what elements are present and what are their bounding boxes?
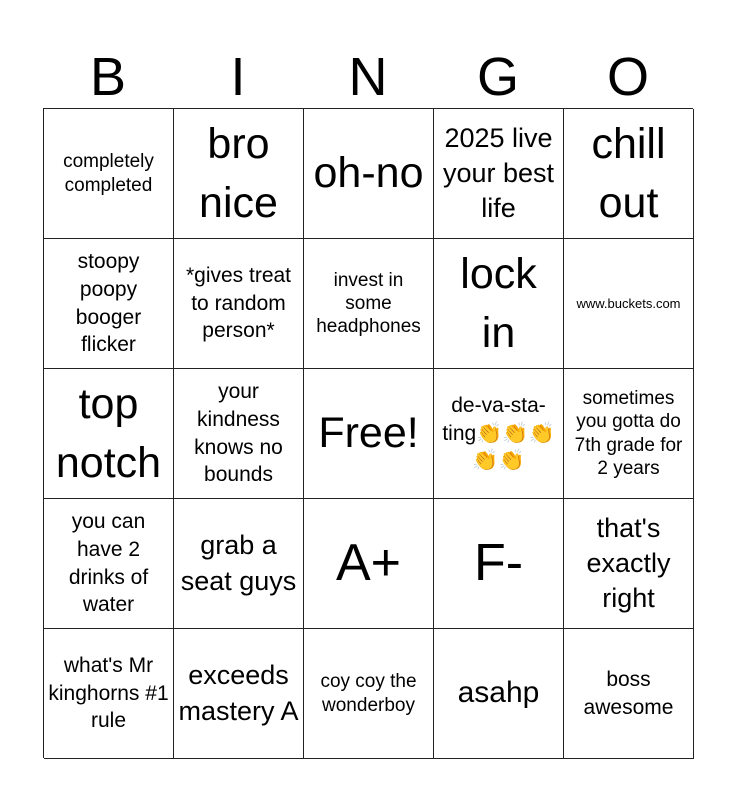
bingo-cell-text: boss awesome (583, 667, 674, 719)
bingo-cell[interactable] (564, 629, 694, 759)
bingo-cell-text: stoopy poopy booger flicker (75, 249, 142, 357)
bingo-cell[interactable] (304, 239, 434, 369)
bingo-cell-text: A+ (335, 533, 402, 592)
bingo-cell[interactable] (304, 629, 434, 759)
bingo-cell[interactable] (44, 629, 174, 759)
bingo-cell[interactable] (174, 369, 304, 499)
bingo-cell-text: www.buckets.com (576, 295, 681, 311)
bingo-cell[interactable] (304, 109, 434, 239)
bingo-cell[interactable] (44, 239, 174, 369)
bingo-cell-text: Free! (318, 409, 419, 458)
bingo-cell[interactable] (304, 369, 434, 499)
bingo-cell[interactable] (434, 369, 564, 499)
bingo-cell-text: invest in some headphones (316, 269, 421, 338)
bingo-cell-text: top notch (55, 380, 162, 487)
header-letter-n: N (348, 47, 388, 107)
bingo-cell[interactable] (564, 109, 694, 239)
bingo-cell[interactable] (304, 499, 434, 629)
bingo-cell[interactable] (564, 499, 694, 629)
header-letter-o: O (606, 47, 649, 107)
bingo-cell-text: grab a seat guys (180, 530, 297, 596)
bingo-cell[interactable] (174, 499, 304, 629)
bingo-cell[interactable] (434, 499, 564, 629)
bingo-cell-text: that's exactly right (586, 512, 671, 614)
bingo-cell[interactable] (44, 369, 174, 499)
bingo-cell-text: de-va-sta-ting👏👏👏👏👏 (442, 393, 555, 473)
bingo-cell-text: sometimes you gotta do 7th grade for 2 years (574, 388, 683, 479)
bingo-cell-text: F- (473, 533, 524, 592)
bingo-cell-text: *gives treat to random person* (185, 263, 292, 343)
bingo-cell[interactable] (564, 239, 694, 369)
bingo-cell-text: coy coy the wonderboy (320, 671, 417, 716)
bingo-cell-text: completely completed (63, 151, 154, 196)
bingo-cell[interactable] (174, 109, 304, 239)
header-letter-i: I (230, 47, 246, 107)
bingo-cell-text: exceeds mastery A (178, 660, 299, 726)
bingo-cell-text: oh-no (313, 149, 424, 198)
bingo-cell[interactable] (434, 629, 564, 759)
bingo-header (43, 46, 693, 108)
bingo-cell-text: your kindness knows no bounds (194, 379, 283, 487)
header-letter-b: B (89, 47, 127, 107)
bingo-cell[interactable] (434, 109, 564, 239)
bingo-cell-text: lock in (460, 250, 537, 357)
bingo-cell[interactable] (434, 239, 564, 369)
bingo-cell[interactable] (174, 239, 304, 369)
bingo-cell[interactable] (174, 629, 304, 759)
header-letter-g: G (476, 47, 519, 107)
bingo-cell-text: bro nice (199, 120, 278, 227)
bingo-cell-text: asahp (457, 676, 540, 710)
bingo-cell-text: chill out (591, 120, 666, 227)
bingo-cell[interactable] (44, 109, 174, 239)
bingo-cell[interactable] (44, 499, 174, 629)
bingo-cell-text: what's Mr kinghorns #1 rule (48, 653, 169, 733)
bingo-cell-text: you can have 2 drinks of water (68, 509, 149, 617)
bingo-board (43, 108, 693, 758)
bingo-cell-text: 2025 live your best life (442, 122, 555, 224)
bingo-cell[interactable] (564, 369, 694, 499)
